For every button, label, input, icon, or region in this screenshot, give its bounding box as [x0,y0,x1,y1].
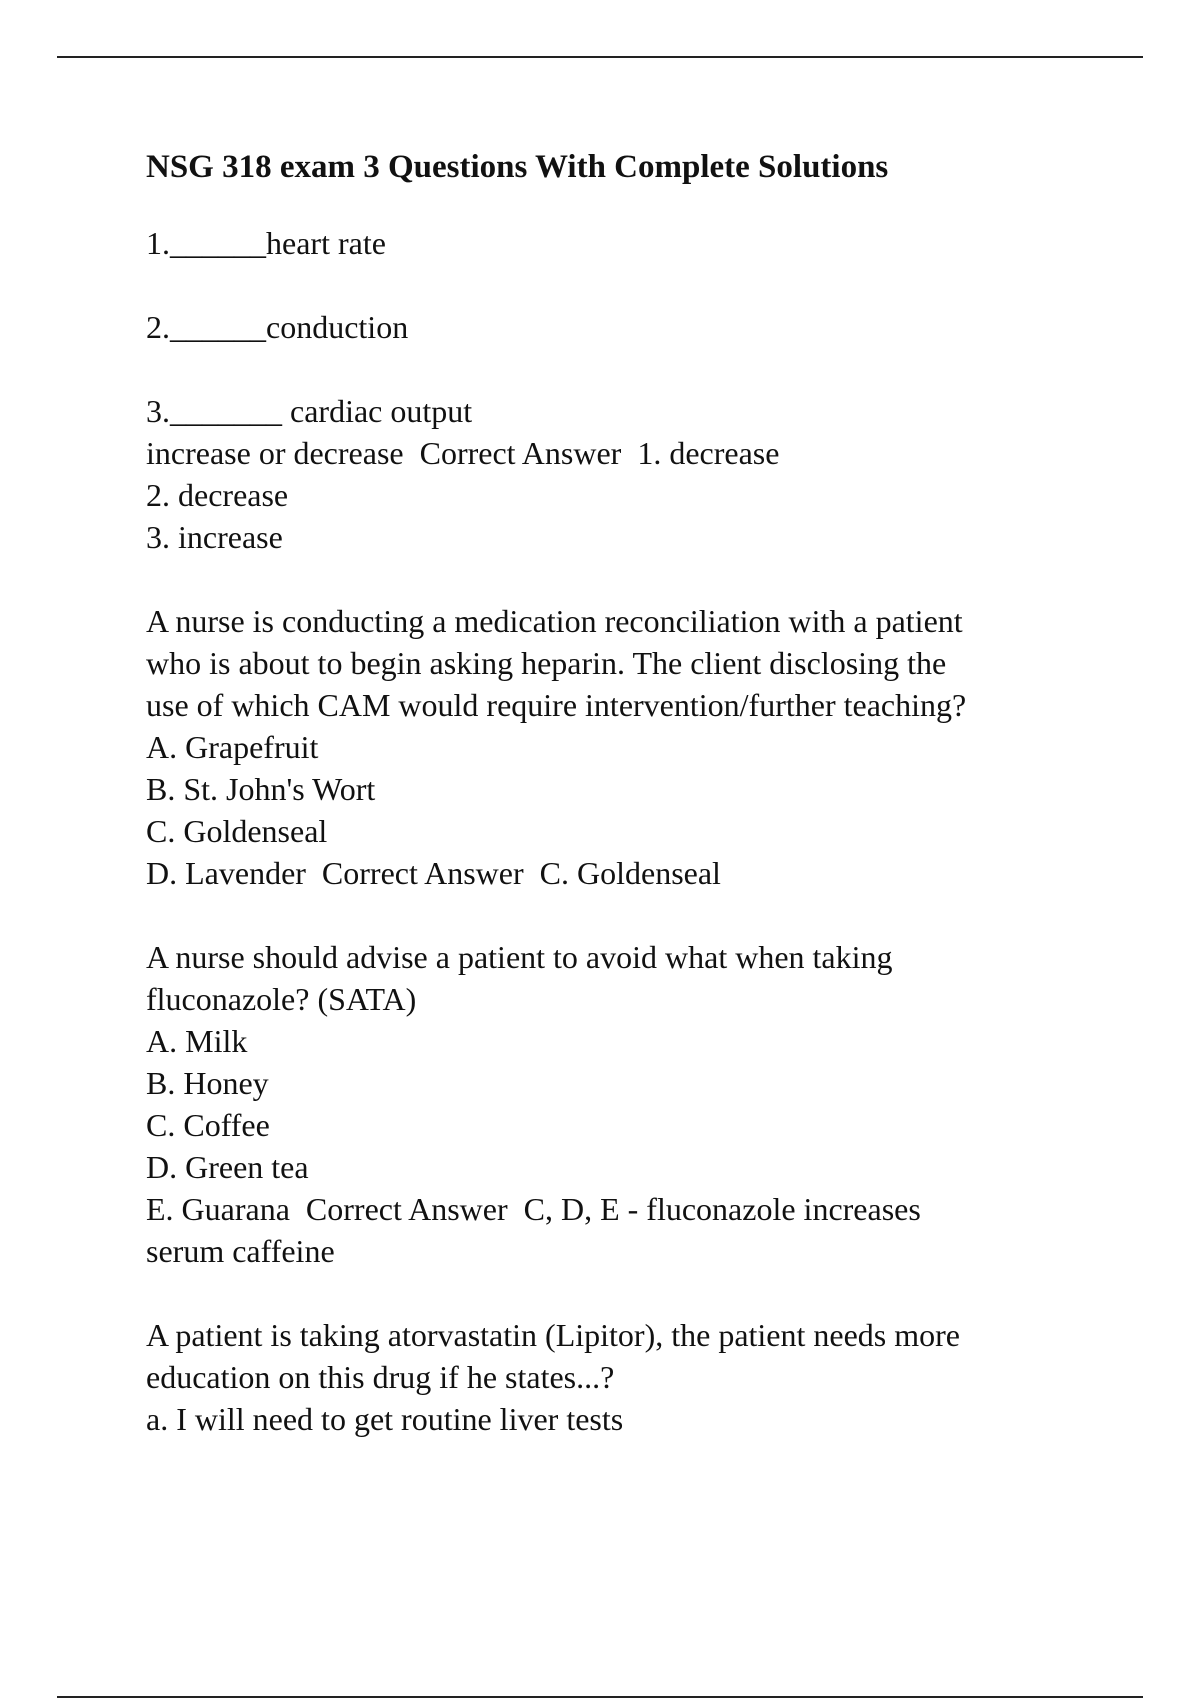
question-line: 1.______heart rate [146,225,386,261]
document-title: NSG 318 exam 3 Questions With Complete Solutions [146,149,889,185]
option-line: D. Green tea [146,1149,309,1185]
option-line: A. Milk [146,1023,248,1059]
question-line: who is about to begin asking heparin. The client disclosing the [146,645,947,681]
question-atorvastatin [146,1314,1106,1440]
footer-rule [57,1696,1143,1698]
option-line: C. Coffee [146,1107,270,1143]
answer-line: 3. increase [146,519,283,555]
question-line: A nurse is conducting a medication reconciliation with a patient [146,603,963,639]
option-line: a. I will need to get routine liver tests [146,1401,624,1437]
question-line: 2.______conduction [146,309,409,345]
question-line: A nurse should advise a patient to avoid what when taking [146,939,893,975]
question-line: fluconazole? (SATA) [146,981,417,1017]
answer-line: D. Lavender Correct Answer C. Goldenseal [146,855,721,891]
question-3 [146,390,1106,558]
document-body [146,142,1106,1482]
answer-line: E. Guarana Correct Answer C, D, E - fluconazole increases [146,1191,921,1227]
question-heparin-cam [146,600,1106,894]
question-2 [146,306,1106,348]
question-fluconazole [146,936,1106,1272]
option-line: B. Honey [146,1065,269,1101]
answer-line: serum caffeine [146,1233,335,1269]
question-line: use of which CAM would require intervention/further teaching? [146,687,967,723]
option-line: A. Grapefruit [146,729,319,765]
question-1 [146,222,1106,264]
answer-line: increase or decrease Correct Answer 1. decrease [146,435,780,471]
answer-line: 2. decrease [146,477,289,513]
question-line: education on this drug if he states...? [146,1359,615,1395]
option-line: B. St. John's Wort [146,771,376,807]
option-line: C. Goldenseal [146,813,328,849]
header-rule [57,56,1143,58]
question-line: 3._______ cardiac output [146,393,473,429]
question-line: A patient is taking atorvastatin (Lipitor), the patient needs more [146,1317,960,1353]
